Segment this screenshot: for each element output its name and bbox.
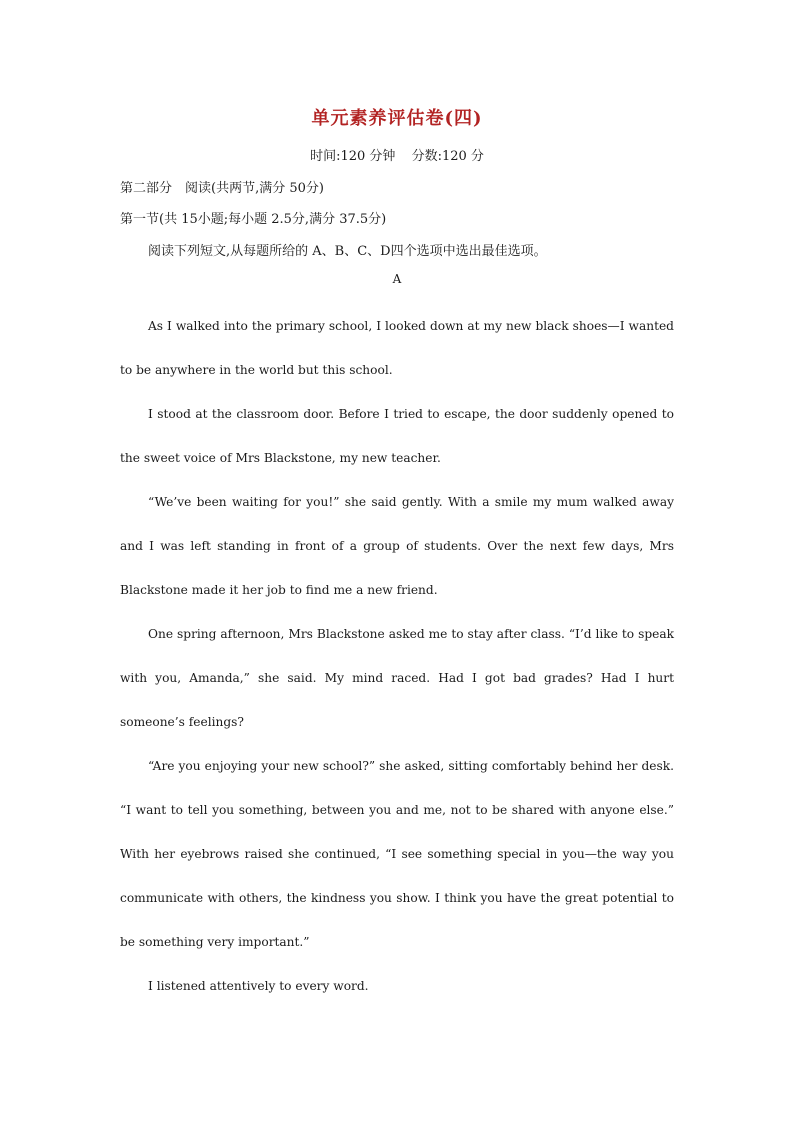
page-title: 单元素养评估卷(四): [311, 108, 483, 129]
paragraph: I listened attentively to every word.: [148, 979, 369, 993]
paragraph: “Are you enjoying your new school?” she asked, sitting comfortably behind her desk. “I want to tell you something, between you and me, not to be shared with anyone else.” With her eyebrows raised she continued, “I see something special in you—the way you communicate with others, the kindness you show. I think you have the great potential to be something very important.”: [120, 759, 674, 949]
section-heading: 第一节(共 15小题;每小题 2.5分,满分 37.5分): [120, 212, 387, 227]
paragraph: I stood at the classroom door. Before I tried to escape, the door suddenly opened to the sweet voice of Mrs Blackstone, my new teacher.: [120, 407, 674, 465]
paragraph: One spring afternoon, Mrs Blackstone asked me to stay after class. “I’d like to speak with you, Amanda,” she said. My mind raced. Had I got bad grades? Had I hurt someone’s feelings?: [120, 627, 674, 729]
paragraph: “We’ve been waiting for you!” she said gently. With a smile my mum walked away and I was left standing in front of a group of students. Over the next few days, Mrs Blackstone made it her job to find me a new friend.: [120, 495, 674, 597]
passage-label: A: [392, 272, 402, 286]
time-limit: 时间:120 分钟: [310, 149, 396, 164]
passage-body: [120, 304, 674, 1008]
total-score: 分数:120 分: [411, 149, 484, 164]
exam-meta: [0, 145, 794, 164]
paragraph: As I walked into the primary school, I looked down at my new black shoes—I wanted to be anywhere in the world but this school.: [120, 319, 674, 377]
instruction-text: 阅读下列短文,从每题所给的 A、B、C、D四个选项中选出最佳选项。: [148, 244, 547, 259]
part-heading: 第二部分 阅读(共两节,满分 50分): [120, 181, 324, 196]
